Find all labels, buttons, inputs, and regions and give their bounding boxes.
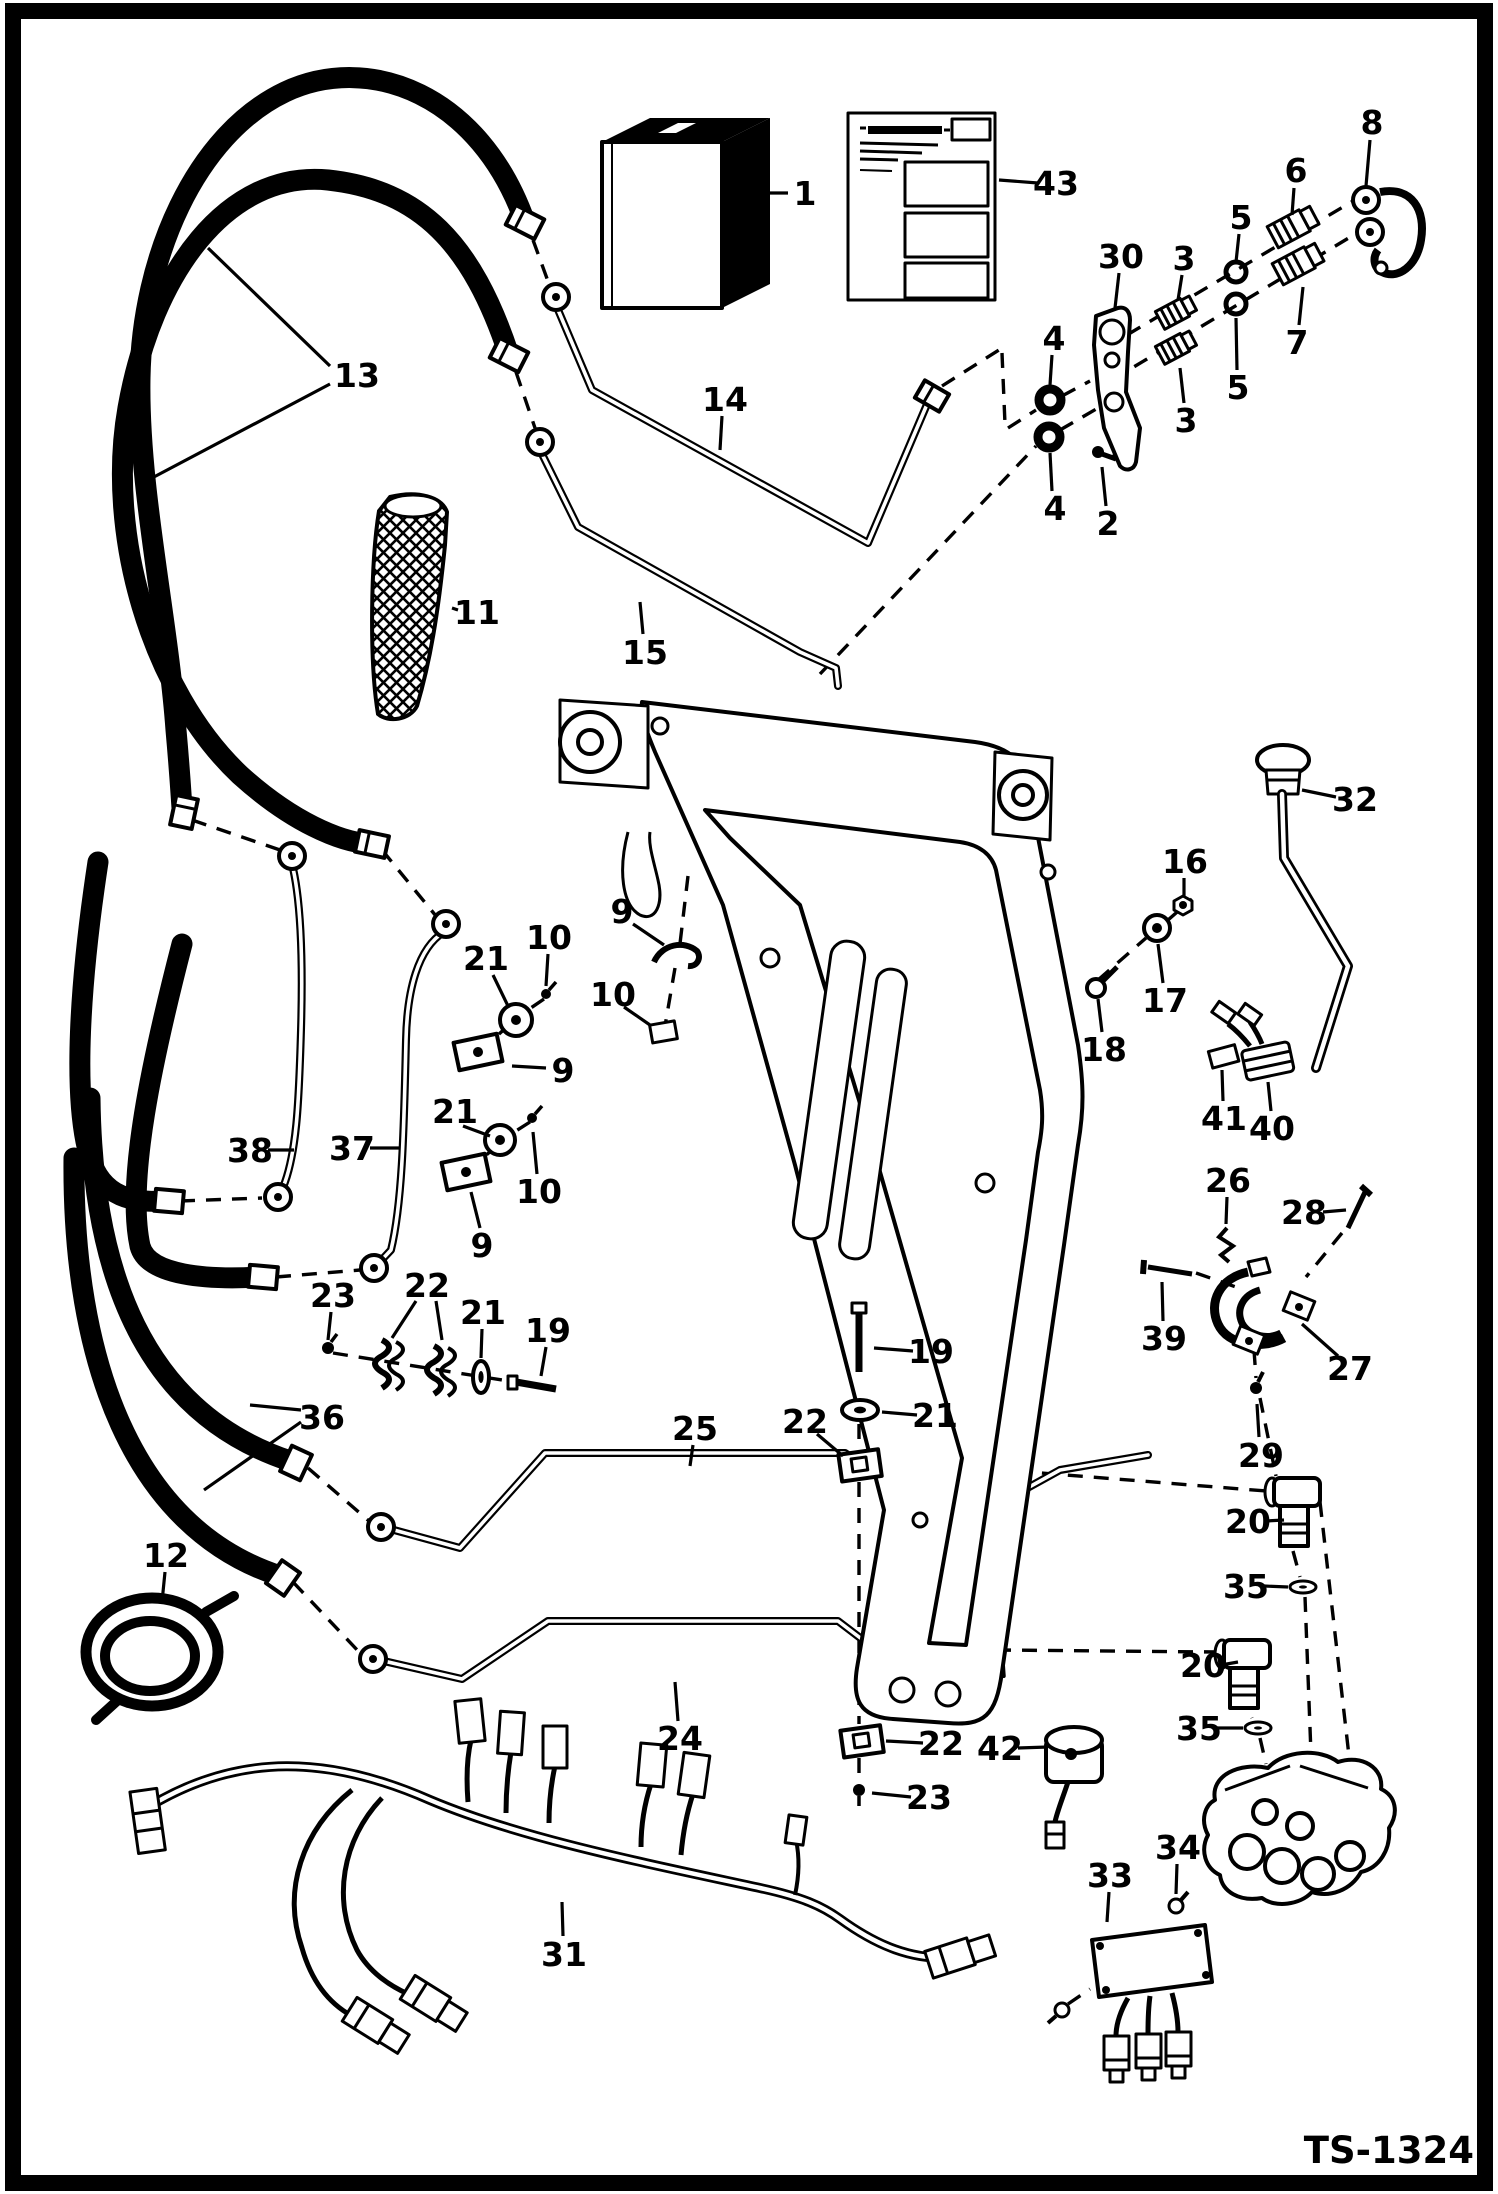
callout-leader-29 — [1257, 1404, 1259, 1437]
callout-10: 10 — [526, 918, 572, 957]
callout-4: 4 — [1042, 319, 1066, 358]
callout-23: 23 — [310, 1276, 356, 1315]
callout-41: 41 — [1201, 1099, 1247, 1138]
callout-34: 34 — [1155, 1828, 1201, 1867]
hose-fitting — [170, 795, 198, 829]
callout-36: 36 — [299, 1398, 345, 1437]
callout-22: 22 — [918, 1724, 964, 1763]
callout-4: 4 — [1043, 489, 1067, 528]
callout-leader-26 — [1226, 1197, 1227, 1224]
callout-3: 3 — [1174, 401, 1198, 440]
callout-10: 10 — [516, 1172, 562, 1211]
callout-29: 29 — [1238, 1436, 1284, 1475]
callout-5: 5 — [1229, 198, 1253, 237]
callout-9: 9 — [470, 1226, 494, 1265]
callout-28: 28 — [1281, 1193, 1327, 1232]
callout-2: 2 — [1096, 504, 1120, 543]
callout-13: 13 — [334, 356, 380, 395]
callout-11: 11 — [454, 593, 500, 632]
callout-18: 18 — [1081, 1030, 1127, 1069]
callout-33: 33 — [1087, 1856, 1133, 1895]
callout-27: 27 — [1327, 1349, 1373, 1388]
callout-20: 20 — [1180, 1646, 1226, 1685]
callout-7: 7 — [1285, 323, 1309, 362]
instruction-sheet — [848, 113, 995, 300]
callout-42: 42 — [977, 1729, 1023, 1768]
callout-31: 31 — [541, 1935, 587, 1974]
callout-35: 35 — [1176, 1709, 1222, 1748]
callout-20: 20 — [1225, 1502, 1271, 1541]
callout-12: 12 — [143, 1536, 189, 1575]
callout-22: 22 — [404, 1266, 450, 1305]
callout-39: 39 — [1141, 1319, 1187, 1358]
callout-leader-5 — [1236, 318, 1237, 370]
hose-fitting — [355, 830, 389, 858]
callout-leader-31 — [562, 1902, 563, 1936]
callout-21: 21 — [463, 939, 509, 978]
callout-9: 9 — [610, 892, 634, 931]
callout-10: 10 — [590, 975, 636, 1014]
callout-37: 37 — [329, 1129, 375, 1168]
callout-3: 3 — [1172, 239, 1196, 278]
callout-leader-21 — [481, 1329, 482, 1358]
callout-24: 24 — [657, 1719, 703, 1758]
callout-32: 32 — [1332, 780, 1378, 819]
callout-19: 19 — [525, 1311, 571, 1350]
callout-26: 26 — [1205, 1161, 1251, 1200]
callout-8: 8 — [1360, 103, 1384, 142]
callout-1: 1 — [793, 174, 817, 213]
callout-14: 14 — [702, 380, 748, 419]
callout-25: 25 — [672, 1409, 718, 1448]
callout-19: 19 — [908, 1332, 954, 1371]
callout-6: 6 — [1284, 151, 1308, 190]
callout-15: 15 — [622, 633, 668, 672]
hose-fitting — [154, 1189, 184, 1213]
callout-leader-33 — [1107, 1892, 1109, 1922]
callout-leader-10 — [546, 954, 548, 986]
callout-leader-4 — [1050, 355, 1052, 385]
callout-leader-14 — [720, 416, 722, 450]
callout-40: 40 — [1249, 1109, 1295, 1148]
callout-5: 5 — [1226, 368, 1250, 407]
drawing-number: TS-1324 — [1303, 2129, 1474, 2172]
callout-leader-34 — [1176, 1864, 1177, 1894]
callout-23: 23 — [906, 1778, 952, 1817]
callout-21: 21 — [460, 1293, 506, 1332]
kit-box — [602, 118, 770, 308]
callout-38: 38 — [227, 1131, 273, 1170]
callout-leader-39 — [1162, 1282, 1163, 1321]
callout-leader-41 — [1222, 1070, 1223, 1101]
callout-35: 35 — [1223, 1567, 1269, 1606]
callout-16: 16 — [1162, 842, 1208, 881]
callout-43: 43 — [1033, 164, 1079, 203]
hose-fitting — [248, 1265, 278, 1289]
callout-leader-6 — [1292, 188, 1294, 215]
callout-22: 22 — [782, 1402, 828, 1441]
callout-9: 9 — [551, 1051, 575, 1090]
callout-21: 21 — [432, 1092, 478, 1131]
callout-17: 17 — [1142, 981, 1188, 1020]
callout-30: 30 — [1098, 237, 1144, 276]
callout-21: 21 — [912, 1396, 958, 1435]
callout-leader-9 — [512, 1066, 546, 1068]
callout-leader-4 — [1050, 453, 1052, 491]
